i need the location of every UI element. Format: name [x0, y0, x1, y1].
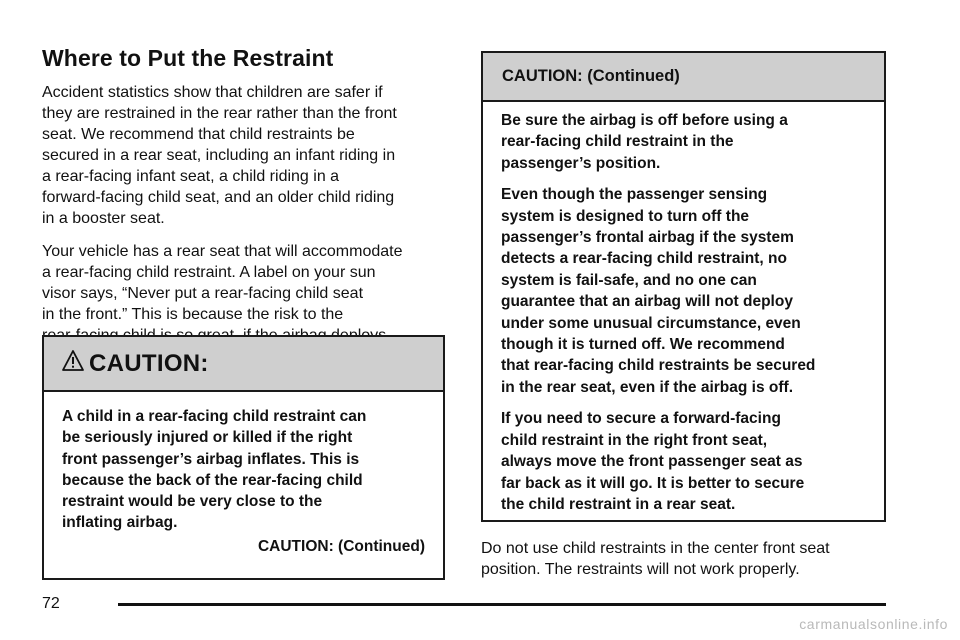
caution-paragraph-forward-facing: If you need to secure a forward-facing child restraint in the right front seat, always move the front passenger seat as far back as it will go. It is better to secure the child restraint in a rear seat. — [501, 410, 805, 513]
rear-seat-paragraph: Your vehicle has a rear seat that will accommodate a rear-facing child restraint. A label on your sun visor says, “Never put a rear-facing child seat in the front.” This is because the risk to the — [42, 243, 403, 323]
caution-text: A child in a rear-facing child restraint can be seriously injured or killed if the right front passenger’s airbag inflates. This is because the back of the rear-facing child restraint would be very close to the inflating airbag. — [62, 408, 367, 532]
caution-paragraph-airbag-off: Be sure the airbag is off before using a rear-facing child restraint in the passenger’s position. — [501, 112, 788, 172]
intro-paragraph: Accident statistics show that children are safer if they are restrained in the rear rather than the front seat. We recommend that child restraints be secured in a rear seat, including an infant riding in a rear-facing infant seat, a child riding in a forward-facing child seat, and an older child riding in a booster seat. — [42, 84, 397, 227]
caution-paragraph-sensing-system: Even though the passenger sensing system is designed to turn off the passenger’s frontal airbag if the system detects a rear-facing child restraint, no system is fail-safe, and no one can guarantee that an airbag will not deploy under some unusual circumstance, even though it is turned off. We recommend that rear-facing child restraints be secured in the rear seat, even if the airbag is off. — [501, 186, 816, 396]
watermark: carmanualsonline.info — [799, 616, 948, 632]
footer-rule — [118, 603, 886, 606]
caution-continued-box — [481, 51, 886, 522]
caution-title: CAUTION: — [89, 349, 209, 377]
page-number: 72 — [42, 595, 60, 612]
caution-header — [44, 337, 443, 392]
center-seat-paragraph: Do not use child restraints in the center front seat position. The restraints will not work properly. — [481, 540, 830, 578]
warning-triangle-icon — [61, 349, 85, 373]
section-title: Where to Put the Restraint — [42, 45, 334, 71]
caution-continued-body — [483, 102, 884, 515]
left-column — [42, 44, 452, 358]
caution-box — [42, 335, 445, 580]
caution-continued-label: CAUTION: (Continued) — [257, 538, 425, 555]
caution-continued-header: CAUTION: (Continued) — [483, 53, 884, 102]
